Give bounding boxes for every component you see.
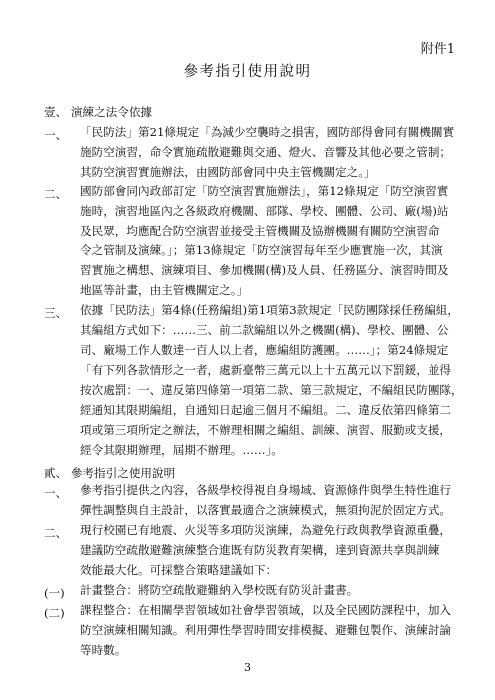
paragraph-line: 現行校園已有地震、火災等多項防災演練，為避免行政與教學資源重疊， <box>80 523 452 537</box>
paragraph-line: 等時數。 <box>80 643 127 657</box>
item-marker: 三、 <box>44 306 68 320</box>
section-heading-2: 貳、 參考指引之使用說明 <box>44 466 176 480</box>
paragraph-line: 課程整合：在相關學習領域如社會學習領域，以及全民國防課程中，加入 <box>80 603 452 617</box>
item-marker: 一、 <box>44 128 68 142</box>
paragraph-line: 參考指引提供之內容，各級學校得視自身場域、資源條件與學生特性進行 <box>80 483 452 497</box>
paragraph-line: 其編組方式如下：……三、前二款編組以外之機關(構)、學校、團體、公 <box>80 323 449 337</box>
paragraph-line: 施防空演習，命令實施疏散避難與交通、燈火、音響及其他必要之管制； <box>80 145 452 159</box>
paragraph-line: 及民眾，均應配合防空演習並接受主管機關及協辦機關有關防空演習命 <box>80 224 440 238</box>
paragraph-line: 彈性調整與自主設計，以落實最適合之演練模式，無須拘泥於固定方式。 <box>80 503 452 517</box>
subitem-marker: (一) <box>44 586 65 600</box>
paragraph-line: 地區等計畫，由主管機關定之。」 <box>80 283 249 297</box>
paragraph-line: 國防部會同內政部訂定「防空演習實施辦法」，第12條規定「防空演習實 <box>80 184 449 198</box>
item-marker: 二、 <box>44 526 68 540</box>
paragraph-line: 計畫整合：將防空疏散避難納入學校既有防災計畫書。 <box>80 583 359 597</box>
attachment-label: 附件1 <box>420 42 455 57</box>
item-marker: 二、 <box>44 187 68 201</box>
paragraph-line: 令之管制及演練。」；第13條規定「防空演習每年至少應實施一次，其演 <box>80 243 443 257</box>
paragraph-line: 司、廠場工作人數達一百人以上者，應編組防護團。……」；第24條規定 <box>80 343 449 357</box>
section-heading-1: 壹、 演練之法令依據 <box>44 105 153 119</box>
paragraph-line: 其防空演習實施辦法，由國防部會同中央主管機關定之。」 <box>80 165 376 179</box>
paragraph-line: 「民防法」第21條規定「為減少空襲時之損害，國防部得會同有關機關實 <box>80 125 455 139</box>
subitem-marker: (二) <box>44 606 65 620</box>
paragraph-line: 項或第三項所定之辦法，不辦理相關之編組、訓練、演習、服勤或支援， <box>80 423 452 437</box>
page-title: 參考指引使用說明 <box>183 64 312 80</box>
paragraph-line: 按次處罰：一、違反第四條第一項第二款、第三款規定，不編組民防團隊， <box>80 383 463 397</box>
paragraph-line: 施時，演習地區內之各級政府機關、部隊、學校、團體、公司、廠(場)站 <box>80 204 449 218</box>
paragraph-line: 「有下列各款情形之一者，處新臺幣三萬元以上十五萬元以下罰鍰，並得 <box>80 363 452 377</box>
paragraph-line: 建議防空疏散避難演練整合進既有防災教育架構，達到資源共享與訓練 <box>80 543 440 557</box>
paragraph-line: 效能最大化。可採整合策略建議如下： <box>80 563 278 577</box>
paragraph-line: 習實施之構想、演練項目、參加機關(構)及人員、任務區分、演習時間及 <box>80 263 449 277</box>
item-marker: 一、 <box>44 486 68 500</box>
paragraph-line: 依據「民防法」第4條(任務編組)第1項第3款規定「民防團隊採任務編組， <box>80 303 459 317</box>
page-number: 3 <box>244 661 251 674</box>
paragraph-line: 經通知其限期編組，自通知日起逾三個月不編組。二、違反依第四條第二 <box>80 403 452 417</box>
paragraph-line: 防空演練相關知識。利用彈性學習時間安排模擬、避難包製作、演練討論 <box>80 623 452 637</box>
paragraph-line: 經令其限期辦理，屆期不辦理。……」。 <box>80 443 283 457</box>
